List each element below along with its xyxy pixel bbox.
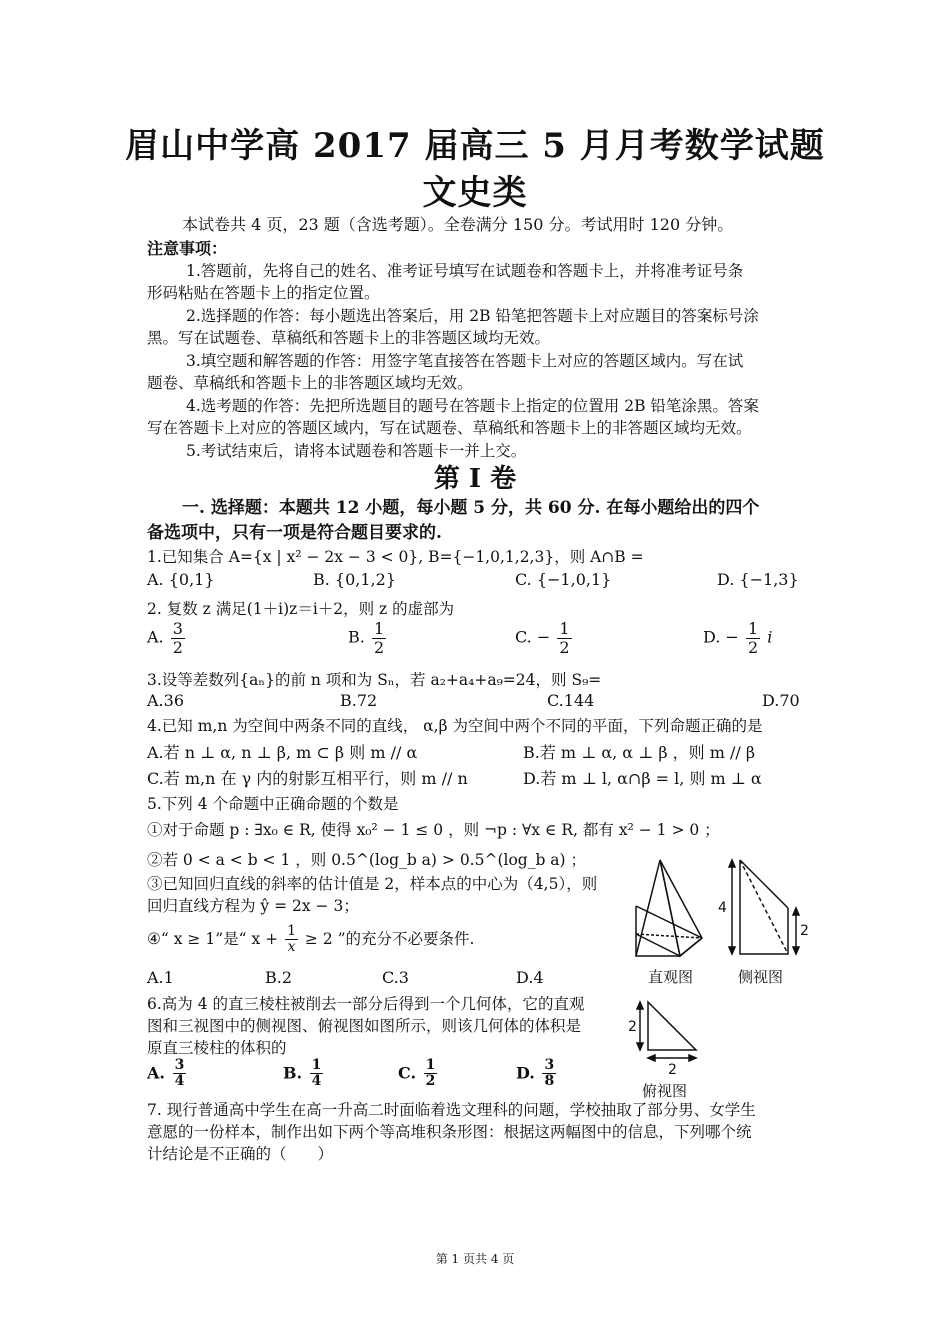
fraction	[310, 1058, 324, 1090]
denominator: 2	[373, 637, 385, 657]
top-width-label: 2	[668, 1062, 677, 1078]
numerator: 3	[174, 1057, 185, 1073]
q5-statement-1: ①对于命题 p : ∃x₀ ∈ R, 使得 x₀² − 1 ≤ 0 ，则 ¬p : ∀x ∈ R, 都有 x² − 1 > 0 ；	[147, 821, 720, 839]
numerator: 1	[747, 619, 759, 638]
notice-item: 1.答题前，先将自己的姓名、准考证号填写在试题卷和答题卡上，并将准考证号条	[186, 262, 744, 280]
question-6-stem: 6.高为 4 的直三棱柱被削去一部分后得到一个几何体，它的直观	[147, 995, 585, 1013]
q3-option-d: D.70	[762, 691, 800, 710]
fraction	[372, 620, 386, 656]
direct-view-figure	[630, 856, 710, 958]
side-height-label: 4	[718, 900, 727, 916]
question-7-stem: 意愿的一份样本，制作出如下两个等高堆积条形图：根据这两幅图中的信息，下列哪个统	[147, 1123, 752, 1141]
numerator: 1	[373, 619, 385, 638]
numerator: 1	[425, 1057, 436, 1073]
option-label: C. −	[515, 627, 551, 647]
side-view-figure	[716, 856, 812, 958]
option-label: A.	[147, 627, 164, 647]
direct-view-caption: 直观图	[648, 968, 694, 986]
numerator: 1	[287, 923, 296, 939]
statement-text: ④“ x ≥ 1”是“ x +	[147, 929, 279, 948]
notice-item: 题卷、草稿纸和答题卡上的非答题区域均无效。	[147, 374, 473, 392]
q4-option-d: D.若 m ⊥ l, α∩β = l, 则 m ⊥ α	[523, 769, 762, 788]
fraction	[424, 1058, 438, 1090]
q5-option-b: B.2	[265, 968, 293, 987]
option-label: B.	[348, 627, 365, 647]
question-6-stem: 图和三视图中的侧视图、俯视图如图所示，则该几何体的体积是	[147, 1017, 582, 1035]
notice-item: 形码粘贴在答题卡上的指定位置。	[147, 284, 380, 302]
part-heading: 备选项中，只有一项是符合题目要求的.	[147, 523, 442, 543]
denominator: 8	[544, 1073, 555, 1090]
q5-option-c: C.3	[382, 968, 409, 987]
option-label: B.	[283, 1063, 303, 1083]
question-5-stem: 5.下列 4 个命题中正确命题的个数是	[147, 795, 399, 813]
question-3-stem: 3.设等差数列{aₙ}的前 n 项和为 Sₙ，若 a₂+a₄+a₉=24，则 S₉=	[147, 671, 602, 689]
denominator: x	[287, 939, 296, 956]
denominator: 4	[174, 1073, 185, 1090]
q5-statement-2: ②若 0 < a < b < 1 ，则 0.5^(log_b a) > 0.5^(log_b a) ；	[147, 851, 587, 869]
q6-option-c	[398, 1058, 439, 1090]
top-height-label: 2	[628, 1019, 637, 1035]
q1-option-b: B. {0,1,2}	[313, 570, 396, 589]
denominator: 4	[311, 1073, 322, 1090]
notice-item: 黑。写在试题卷、草稿纸和答题卡上的非答题区域均无效。	[147, 329, 551, 347]
notice-item: 写在答题卡上对应的答题区域内，写在试题卷、草稿纸和答题卡上的非答题区域均无效。	[147, 419, 752, 437]
denominator: 2	[747, 637, 759, 657]
question-4-stem: 4.已知 m,n 为空间中两条不同的直线， α,β 为空间中两个不同的平面，下列命题正确的是	[147, 717, 763, 735]
option-label: C.	[398, 1063, 417, 1083]
top-view-caption: 俯视图	[642, 1082, 688, 1100]
q3-option-b: B.72	[340, 691, 378, 710]
q4-option-a: A.若 n ⊥ α, n ⊥ β, m ⊂ β 则 m // α	[147, 743, 418, 762]
q6-option-a	[147, 1058, 188, 1090]
part-heading: 一. 选择题：本题共 12 小题，每小题 5 分，共 60 分. 在每小题给出的四个	[182, 498, 760, 518]
intro-text: 本试卷共 4 页，23 题（含选考题）。全卷满分 150 分。考试用时 120 分钟。	[182, 215, 734, 234]
q5-statement-4	[147, 924, 474, 956]
q5-option-a: A.1	[147, 968, 174, 987]
denominator: 2	[425, 1073, 436, 1090]
exam-title: 眉山中学高 2017 届高三 5 月月考数学试题	[125, 126, 825, 166]
question-6-stem: 原直三棱柱的体积的	[147, 1039, 287, 1057]
notice-item: 3.填空题和解答题的作答：用签字笔直接答在答题卡上对应的答题区域内。写在试	[186, 352, 744, 370]
fraction	[746, 620, 760, 656]
q1-option-d: D. {−1,3}	[717, 570, 799, 589]
numerator: 1	[559, 619, 570, 638]
q2-option-d	[703, 620, 772, 656]
fraction	[285, 924, 298, 956]
q1-option-c: C. {−1,0,1}	[515, 570, 612, 589]
numerator: 3	[544, 1057, 555, 1073]
q1-option-a: A. {0,1}	[147, 570, 215, 589]
question-7-stem: 计结论是不正确的（ ）	[147, 1145, 334, 1163]
option-label: D.	[516, 1063, 535, 1083]
q4-option-c: C.若 m,n 在 γ 内的射影互相平行，则 m // n	[147, 769, 468, 788]
fraction	[173, 1058, 187, 1090]
notice-item: 2.选择题的作答：每小题选出答案后，用 2B 铅笔把答题卡上对应题目的答案标号涂	[186, 307, 759, 325]
q2-option-c	[515, 620, 574, 656]
q3-option-a: A.36	[147, 691, 184, 710]
notice-heading: 注意事项：	[147, 239, 228, 258]
top-view-figure	[626, 994, 722, 1078]
side-view-caption: 侧视图	[738, 968, 784, 986]
numerator: 3	[172, 619, 183, 638]
q3-option-c: C.144	[547, 691, 595, 710]
numerator: 1	[311, 1057, 322, 1073]
q5-statement-3: ③已知回归直线的斜率的估计值是 2，样本点的中心为（4,5），则	[147, 875, 598, 893]
q6-option-b	[283, 1058, 325, 1090]
option-label: A.	[147, 1063, 165, 1083]
q5-option-d: D.4	[516, 968, 544, 987]
page-footer: 第 1 页共 4 页	[435, 1252, 515, 1266]
fraction	[542, 1058, 556, 1090]
question-2-stem: 2. 复数 z 满足(1＋i)z＝i＋2，则 z 的虚部为	[147, 600, 455, 618]
denominator: 2	[172, 637, 183, 657]
side-short-height-label: 2	[800, 923, 809, 939]
question-7-stem: 7. 现行普通高中学生在高一升高二时面临着选文理科的问题，学校抽取了部分男、女学生	[147, 1101, 756, 1119]
q2-option-b	[348, 620, 388, 656]
question-1-stem: 1.已知集合 A={x | x² − 2x − 3 < 0}, B={−1,0,1,2,3}，则 A∩B =	[147, 548, 644, 566]
imaginary-unit: i	[767, 627, 773, 647]
statement-text: ≥ 2 ”的充分不必要条件.	[304, 929, 475, 948]
notice-item: 5.考试结束后，请将本试题卷和答题卡一并上交。	[186, 442, 527, 460]
exam-subtitle: 文史类	[422, 173, 528, 213]
fraction	[557, 620, 571, 656]
notice-item: 4.选考题的作答：先把所选题目的题号在答题卡上指定的位置用 2B 铅笔涂黑。答案	[186, 397, 759, 415]
option-label: D. −	[703, 627, 739, 647]
fraction	[171, 620, 185, 656]
section-title: 第 I 卷	[433, 464, 517, 494]
q4-option-b: B.若 m ⊥ α, α ⊥ β ，则 m // β	[523, 743, 756, 762]
q5-statement-3-cont: 回归直线方程为 ŷ = 2x − 3；	[147, 897, 359, 915]
denominator: 2	[559, 637, 570, 657]
q6-option-d	[516, 1058, 558, 1090]
q2-option-a	[147, 620, 187, 656]
